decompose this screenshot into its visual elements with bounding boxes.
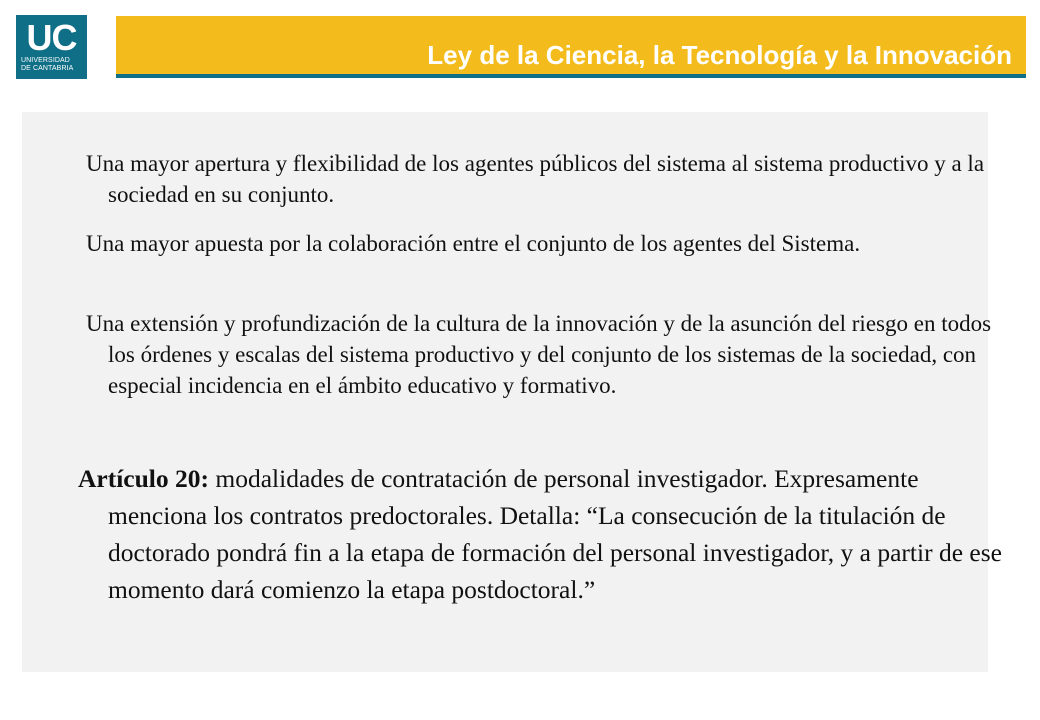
title-bar (116, 16, 1026, 74)
bullet-item-3: Una extensión y profundización de la cultura de la innovación y de la asunción del riesgo en todos los órdenes y escalas del sistema productivo y del conjunto de los sistemas de la sociedad, con especial incidencia en el ámbito educativo y formativo. (86, 311, 992, 398)
logo-line1: UNIVERSIDAD (21, 57, 70, 64)
bullet-item-1: Una mayor apertura y flexibilidad de los agentes públicos del sistema al sistema productivo y a la sociedad en su conjunto. (86, 151, 985, 207)
bullet-item-2: Una mayor apuesta por la colaboración entre el conjunto de los agentes del Sistema. (86, 231, 861, 256)
logo-subtitle (21, 57, 83, 73)
university-logo (16, 15, 87, 79)
article-text: modalidades de contratación de personal investigador. Expresamente menciona los contratos predoctorales. Detalla: “La consecución de la titulación de doctorado pondrá fin a la etapa de formación del personal investigador, y a partir de ese momento dará comienzo la etapa postdoctoral.” (108, 464, 1002, 604)
logo-line2: DE CANTABRIA (21, 65, 74, 72)
title-underline (116, 74, 1026, 78)
article-label: Artículo 20: (78, 464, 210, 493)
logo-abbr: UC (26, 17, 77, 58)
slide-title: Ley de la Ciencia, la Tecnología y la Innovación (427, 40, 1012, 70)
article-paragraph (78, 460, 1008, 608)
